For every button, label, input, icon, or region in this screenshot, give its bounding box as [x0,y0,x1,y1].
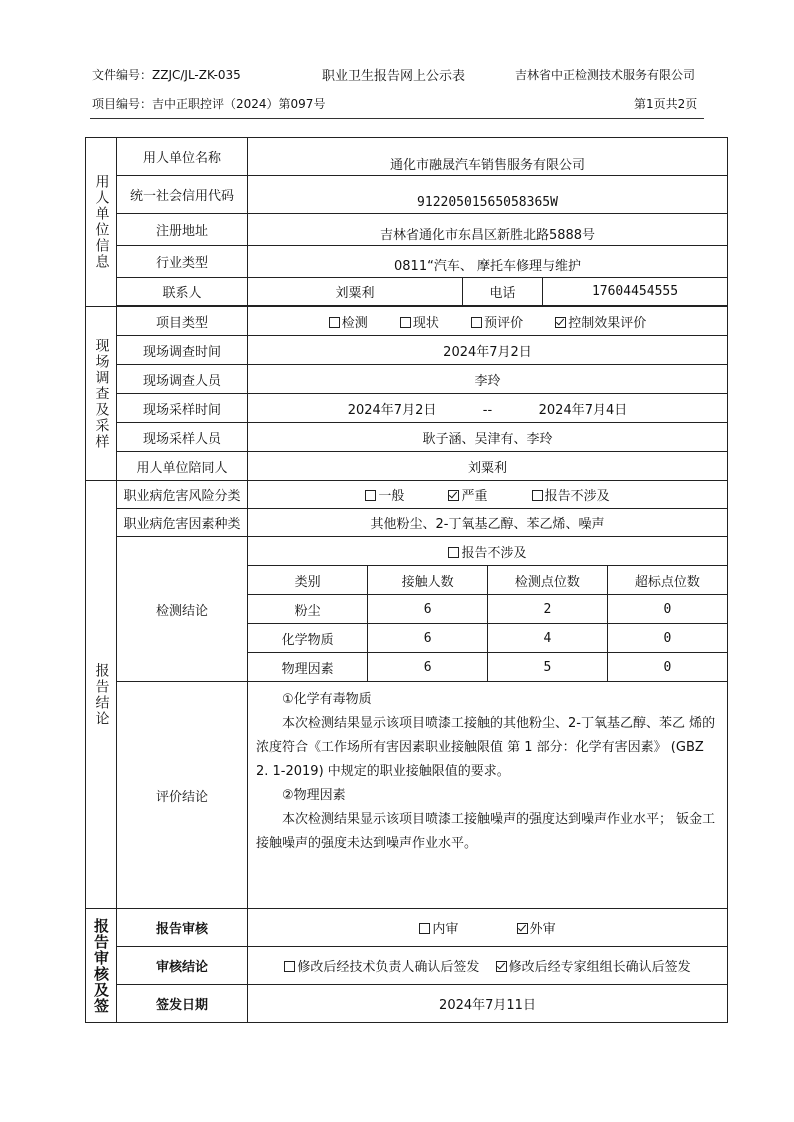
table-row [248,595,727,624]
eval-label: 评价结论 [117,682,248,909]
sampling-start: 2024年7月2日 [347,402,437,418]
point-count-cell: 2 [488,595,608,624]
project-type-option[interactable]: 检测 [329,312,368,331]
table-row [248,653,727,682]
survey-time: 2024年7月2日 [248,336,728,365]
checkbox-icon[interactable] [365,490,376,501]
employer-section-cell [86,138,117,307]
industry-label: 行业类型 [117,246,248,278]
eval-paragraph: ①化学有毒物质 [282,692,372,707]
contact-label: 联系人 [117,278,248,306]
result-option[interactable]: 修改后经专家组组长确认后签发 [496,956,691,975]
checkbox-icon[interactable] [471,317,482,328]
sampling-time [248,394,728,423]
sampling-end: 2024年7月4日 [538,402,628,418]
credit-code: 91220501565058365W [248,176,728,214]
column-header: 超标点位数 [607,566,727,595]
phone-label: 电话 [463,278,543,306]
date-label: 签发日期 [117,985,248,1023]
eval-paragraph: 本次检测结果显示该项目喷漆工接触的其他粉尘、2-丁氧基乙醇、苯乙 烯的浓度符合《工作场所有害因素职业接触限值 第 1 部分：化学有害因素》 (GBZ 2. 1-2019) 中规定的职业接触限值的要求。 [256,716,716,779]
surveyor: 李玲 [248,365,728,394]
point-count-cell: 4 [488,624,608,653]
review-option[interactable]: 外审 [517,918,556,937]
risk-label: 职业病危害风险分类 [117,481,248,509]
surveyor-label: 现场调查人员 [117,365,248,394]
project-type-option[interactable]: 预评价 [471,312,523,331]
credit-code-label: 统一社会信用代码 [117,176,248,214]
header-divider [90,118,704,119]
project-number: 项目编号：吉中正职控评（2024）第097号 [92,97,326,111]
employer-section-label: 用人单位信息 [93,174,110,270]
conclusion-section-label: 报告结论 [93,662,110,727]
category-cell: 物理因素 [248,653,368,682]
checkbox-icon[interactable] [284,961,295,972]
checkbox-checked-icon[interactable] [517,923,528,934]
escort-person: 刘粟利 [248,452,728,481]
contact-person: 刘粟利 [248,278,463,306]
phone-number: 17604454555 [543,278,728,306]
review-options [248,909,728,947]
detection-label: 检测结论 [117,537,248,682]
risk-option[interactable]: 一般 [365,485,404,504]
hazard-factors: 其他粉尘、2-丁氧基乙醇、苯乙烯、噪声 [248,509,728,537]
project-type-options [248,307,728,336]
company-name: 吉林省中正检测技术服务有限公司 [515,68,696,82]
checkbox-icon[interactable] [400,317,411,328]
disclosure-form [85,137,728,1023]
detection-na-option[interactable]: 报告不涉及 [248,537,727,566]
exposed-count-cell: 6 [368,653,488,682]
project-type-option[interactable]: 控制效果评价 [555,312,646,331]
risk-options [248,481,728,509]
eval-paragraph: 本次检测结果显示该项目喷漆工接触噪声的强度达到噪声作业水平； 钣金工接触噪声的强度未达到噪声作业水平。 [256,812,716,851]
checkbox-icon[interactable] [419,923,430,934]
issue-date: 2024年7月11日 [248,985,728,1023]
survey-section-cell [86,307,117,481]
conclusion-section-cell [86,481,117,909]
detection-table [248,537,727,681]
sampling-separator: -- [482,402,493,418]
risk-option[interactable]: 严重 [448,485,487,504]
page-indicator: 第1页共2页 [634,97,698,111]
point-count-cell: 5 [488,653,608,682]
file-number: 文件编号：ZZJC/JL-ZK-035 [92,68,241,82]
review-section-label: 报告审核及签 [92,917,110,1014]
checkbox-icon[interactable] [329,317,340,328]
review-section-cell [86,909,117,1023]
checkbox-checked-icon[interactable] [496,961,507,972]
employer-name: 通化市融晟汽车销售服务有限公司 [248,138,728,176]
detection-cell [248,537,728,682]
result-option[interactable]: 修改后经技术负责人确认后签发 [284,956,479,975]
survey-section-label: 现场调查及采样 [93,337,110,450]
result-label: 审核结论 [117,947,248,985]
exceed-count-cell: 0 [607,624,727,653]
escort-label: 用人单位陪同人 [117,452,248,481]
exposed-count-cell: 6 [368,595,488,624]
factor-label: 职业病危害因素种类 [117,509,248,537]
checkbox-checked-icon[interactable] [448,490,459,501]
column-header: 类别 [248,566,368,595]
review-option[interactable]: 内审 [419,918,458,937]
industry-type: 0811“汽车、 摩托车修理与维护 [248,246,728,278]
evaluation-text [248,682,728,909]
eval-paragraph: ②物理因素 [282,788,346,803]
column-header: 检测点位数 [488,566,608,595]
checkbox-icon[interactable] [532,490,543,501]
result-options [248,947,728,985]
review-label: 报告审核 [117,909,248,947]
employer-name-label: 用人单位名称 [117,138,248,176]
risk-option[interactable]: 报告不涉及 [532,485,610,504]
table-header-row [248,566,727,595]
survey-time-label: 现场调查时间 [117,336,248,365]
exceed-count-cell: 0 [607,595,727,624]
registered-address: 吉林省通化市东昌区新胜北路5888号 [248,214,728,246]
address-label: 注册地址 [117,214,248,246]
category-cell: 化学物质 [248,624,368,653]
document-title: 职业卫生报告网上公示表 [322,69,466,84]
exceed-count-cell: 0 [607,653,727,682]
category-cell: 粉尘 [248,595,368,624]
table-row [248,624,727,653]
project-type-option[interactable]: 现状 [400,312,439,331]
column-header: 接触人数 [368,566,488,595]
samplers: 耿子涵、吴津有、李玲 [248,423,728,452]
sampling-time-label: 现场采样时间 [117,394,248,423]
project-type-label: 项目类型 [117,307,248,336]
exposed-count-cell: 6 [368,624,488,653]
checkbox-checked-icon[interactable] [555,317,566,328]
sampler-label: 现场采样人员 [117,423,248,452]
checkbox-icon[interactable] [448,547,459,558]
